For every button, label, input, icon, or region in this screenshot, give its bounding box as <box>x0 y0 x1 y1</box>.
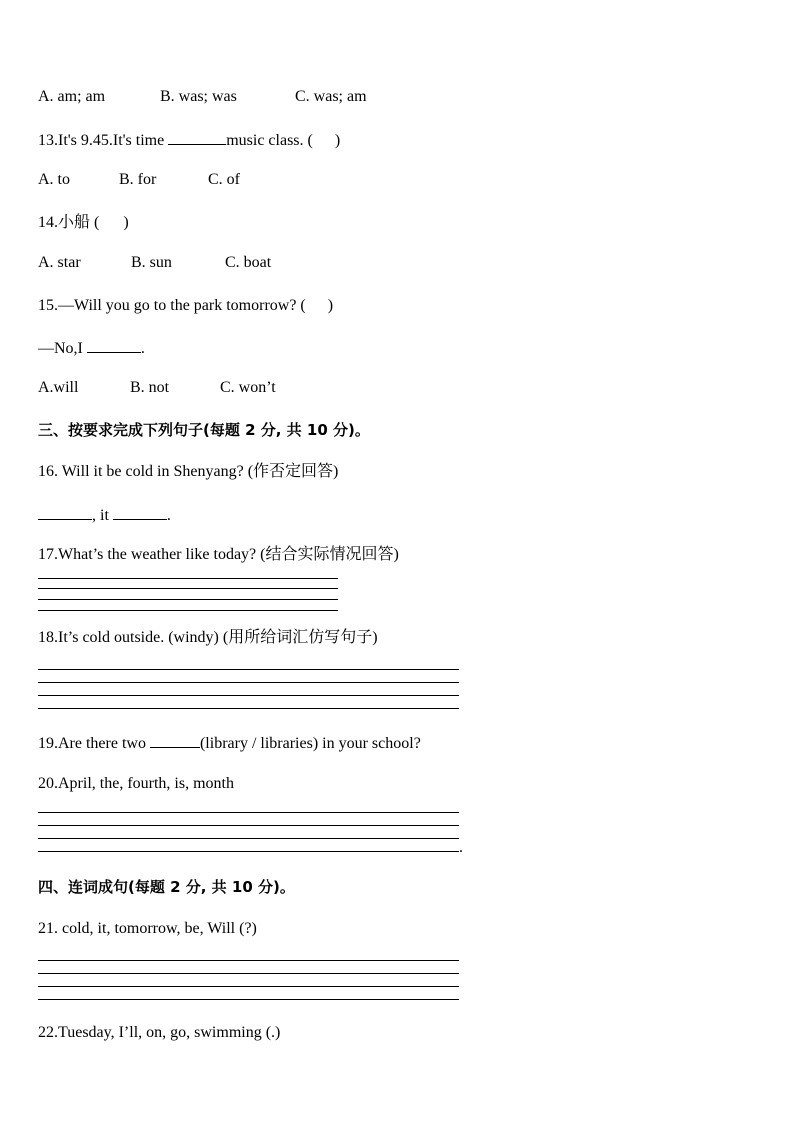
q13-text-post: music class. ( <box>226 132 313 149</box>
q13-options <box>38 170 240 190</box>
q15-option-b[interactable]: B. not <box>130 379 170 396</box>
q12-option-a[interactable]: A. am; am <box>38 88 106 105</box>
q13-text-pre: 13.It's 9.45.It's time <box>38 132 169 149</box>
answer-line[interactable] <box>38 708 459 709</box>
answer-line[interactable] <box>38 588 338 589</box>
answer-line[interactable] <box>38 973 459 974</box>
q16-question: 16. Will it be cold in Shenyang? (作否定回答) <box>38 463 339 480</box>
q14-option-c[interactable]: C. boat <box>225 254 272 271</box>
q16-answer <box>38 504 171 526</box>
q14-text: 14.小船 ( <box>38 214 100 231</box>
q13-option-b[interactable]: B. for <box>119 171 157 188</box>
q13-option-c[interactable]: C. of <box>208 171 240 188</box>
answer-line[interactable] <box>38 960 459 961</box>
q15-text: 15.—Will you go to the park tomorrow? ( <box>38 297 306 314</box>
q19-text-post: (library / libraries) in your school? <box>199 735 421 752</box>
q20-question: 20.April, the, fourth, is, month <box>38 775 234 792</box>
q12-option-c[interactable]: C. was; am <box>295 88 367 105</box>
q19-text-pre: 19.Are there two <box>38 735 150 752</box>
q17-question: 17.What’s the weather like today? (结合实际情况回答) <box>38 546 399 563</box>
q15-answer-space[interactable] <box>306 295 328 310</box>
q13-question <box>38 129 340 151</box>
q13-close: ) <box>334 132 341 149</box>
q19-blank[interactable] <box>150 732 200 748</box>
answer-line[interactable] <box>38 851 459 852</box>
q15-options <box>38 378 276 398</box>
q15-reply-pre: —No,I <box>38 340 87 357</box>
q14-close: ) <box>123 214 129 231</box>
q22-question: 22.Tuesday, I’ll, on, go, swimming (.) <box>38 1024 281 1041</box>
answer-line[interactable] <box>38 825 459 826</box>
q13-blank[interactable] <box>168 129 226 145</box>
q16-end: . <box>166 507 171 524</box>
answer-line[interactable] <box>38 695 459 696</box>
q15-reply-post: . <box>140 340 145 357</box>
q16-mid: , it <box>92 507 113 524</box>
section-4-heading: 四、连词成句(每题 2 分, 共 10 分)。 <box>38 878 295 896</box>
q15-option-a[interactable]: A.will <box>38 379 79 396</box>
section-3-heading: 三、按要求完成下列句子(每题 2 分, 共 10 分)。 <box>38 421 370 439</box>
q12-option-b[interactable]: B. was; was <box>160 88 237 105</box>
answer-line[interactable] <box>38 669 459 670</box>
answer-line[interactable] <box>38 610 338 611</box>
q20-end-dot: . <box>459 839 463 856</box>
q21-question: 21. cold, it, tomorrow, be, Will (?) <box>38 920 257 937</box>
q15-option-c[interactable]: C. won’t <box>220 379 276 396</box>
q14-question <box>38 212 129 233</box>
q15-close: ) <box>327 297 334 314</box>
q14-answer-space[interactable] <box>99 212 123 227</box>
q14-options <box>38 253 271 273</box>
answer-line[interactable] <box>38 999 459 1000</box>
q15-question <box>38 295 333 316</box>
q13-option-a[interactable]: A. to <box>38 171 70 188</box>
answer-line[interactable] <box>38 578 338 579</box>
answer-line[interactable] <box>38 812 459 813</box>
q16-blank-1[interactable] <box>38 504 92 520</box>
answer-line[interactable] <box>38 986 459 987</box>
q14-option-b[interactable]: B. sun <box>131 254 172 271</box>
q12-options <box>38 87 367 107</box>
q15-blank[interactable] <box>87 337 141 353</box>
answer-line[interactable] <box>38 838 459 839</box>
q19-question <box>38 732 421 754</box>
q15-reply <box>38 337 145 359</box>
q18-question: 18.It’s cold outside. (windy) (用所给词汇仿写句子) <box>38 629 378 646</box>
answer-line[interactable] <box>38 682 459 683</box>
q14-option-a[interactable]: A. star <box>38 254 81 271</box>
answer-line[interactable] <box>38 599 338 600</box>
q13-answer-space[interactable] <box>313 130 335 145</box>
q16-blank-2[interactable] <box>113 504 167 520</box>
